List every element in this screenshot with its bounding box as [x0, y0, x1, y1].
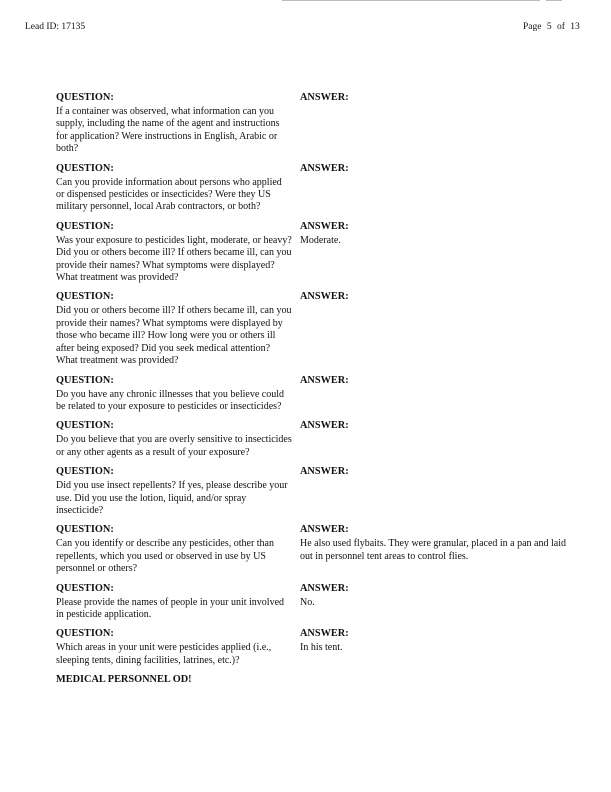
- answer-block: [300, 220, 570, 247]
- question-label: QUESTION:: [56, 291, 114, 303]
- question-block: [56, 523, 292, 575]
- qa-row: [56, 523, 576, 575]
- qa-row: [56, 220, 576, 285]
- question-label: QUESTION:: [56, 420, 114, 432]
- question-label: QUESTION:: [56, 220, 114, 232]
- question-text: Was your exposure to pesticides light, moderate, or heavy? Did you or others become ill? If others became ill, can you provide their names? What symptoms were displayed? What treatment was provided?: [56, 234, 292, 284]
- qa-list: [56, 91, 576, 686]
- answer-block: [300, 465, 570, 480]
- question-text: Do you believe that you are overly sensitive to insecticides or any other agents as a result of your exposure?: [56, 434, 292, 458]
- section-heading-medical-personnel: MEDICAL PERSONNEL OD!: [56, 674, 192, 686]
- answer-label: ANSWER:: [300, 374, 349, 386]
- question-block: [56, 220, 292, 285]
- answer-block: [300, 627, 570, 654]
- question-text: Can you identify or describe any pesticides, other than repellents, which you used or observed in use by US personnel or others?: [56, 538, 274, 575]
- qa-row: [56, 91, 576, 156]
- question-text: If a container was observed, what information can you supply, including the name of the agent and instructions for application? Were instructions in English, Arabic or both?: [56, 106, 280, 155]
- scan-edge-line: [282, 0, 540, 1]
- question-block: [56, 374, 292, 414]
- qa-row: [56, 162, 576, 214]
- question-block: [56, 582, 292, 622]
- qa-row: [56, 290, 576, 367]
- answer-block: [300, 290, 570, 305]
- qa-row: [56, 465, 576, 517]
- answer-label: ANSWER:: [300, 92, 349, 103]
- answer-block: [300, 523, 570, 563]
- question-block: [56, 627, 292, 667]
- question-block: [56, 91, 292, 156]
- question-block: [56, 465, 292, 517]
- question-block: [56, 419, 292, 459]
- qa-row: [56, 419, 576, 459]
- qa-row: [56, 627, 576, 667]
- answer-label: ANSWER:: [300, 220, 349, 232]
- answer-label: ANSWER:: [300, 291, 349, 303]
- qa-rows: [56, 91, 576, 667]
- answer-block: [300, 419, 570, 434]
- answer-block: [300, 374, 570, 389]
- answer-label: ANSWER:: [300, 582, 349, 594]
- qa-row: [56, 374, 576, 414]
- answer-block: [300, 582, 570, 609]
- question-label: QUESTION:: [56, 628, 114, 640]
- question-label: QUESTION:: [56, 162, 114, 174]
- answer-block: [300, 91, 570, 106]
- answer-label: ANSWER:: [300, 420, 349, 432]
- scan-edge-line: [546, 0, 562, 1]
- answer-block: [300, 162, 570, 177]
- qa-row: [56, 582, 576, 622]
- question-label: QUESTION:: [56, 524, 114, 536]
- question-label: QUESTION:: [56, 466, 114, 478]
- page-number: Page 5 of 13: [523, 22, 580, 32]
- question-text: Did you use insect repellents? If yes, please describe your use. Did you use the lotion, liquid, and/or spray insecticide?: [56, 480, 288, 516]
- question-label: QUESTION:: [56, 92, 114, 103]
- question-text: Did you or others become ill? If others became ill, can you provide their names? What symptoms were displayed by those who became ill? How long were you or others ill after being exposed? Did you seek medical attention? What treatment was provided?: [56, 305, 292, 367]
- answer-label: ANSWER:: [300, 466, 349, 478]
- answer-text: He also used flybaits. They were granular, placed in a pan and laid out in personnel tent areas to control flies.: [300, 538, 566, 562]
- question-label: QUESTION:: [56, 582, 114, 594]
- question-block: [56, 290, 292, 367]
- question-text: Can you provide information about persons who applied or dispensed pesticides or insecticides? Were they US military personnel, local Arab contractors, or both?: [56, 176, 282, 213]
- answer-label: ANSWER:: [300, 524, 349, 536]
- lead-id: Lead ID: 17135: [25, 22, 86, 32]
- answer-text: In his tent.: [300, 642, 343, 654]
- answer-label: ANSWER:: [300, 628, 349, 640]
- answer-label: ANSWER:: [300, 162, 349, 174]
- question-text: Do you have any chronic illnesses that you believe could be related to your exposure to pesticides or insecticides?: [56, 388, 284, 412]
- question-block: [56, 162, 292, 214]
- answer-text: Moderate.: [300, 234, 341, 246]
- question-text: Please provide the names of people in your unit involved in pesticide application.: [56, 596, 285, 620]
- question-text: Which areas in your unit were pesticides applied (i.e., sleeping tents, dining facilities, latrines, etc.)?: [56, 642, 272, 666]
- question-label: QUESTION:: [56, 374, 114, 386]
- answer-text: No.: [300, 596, 315, 608]
